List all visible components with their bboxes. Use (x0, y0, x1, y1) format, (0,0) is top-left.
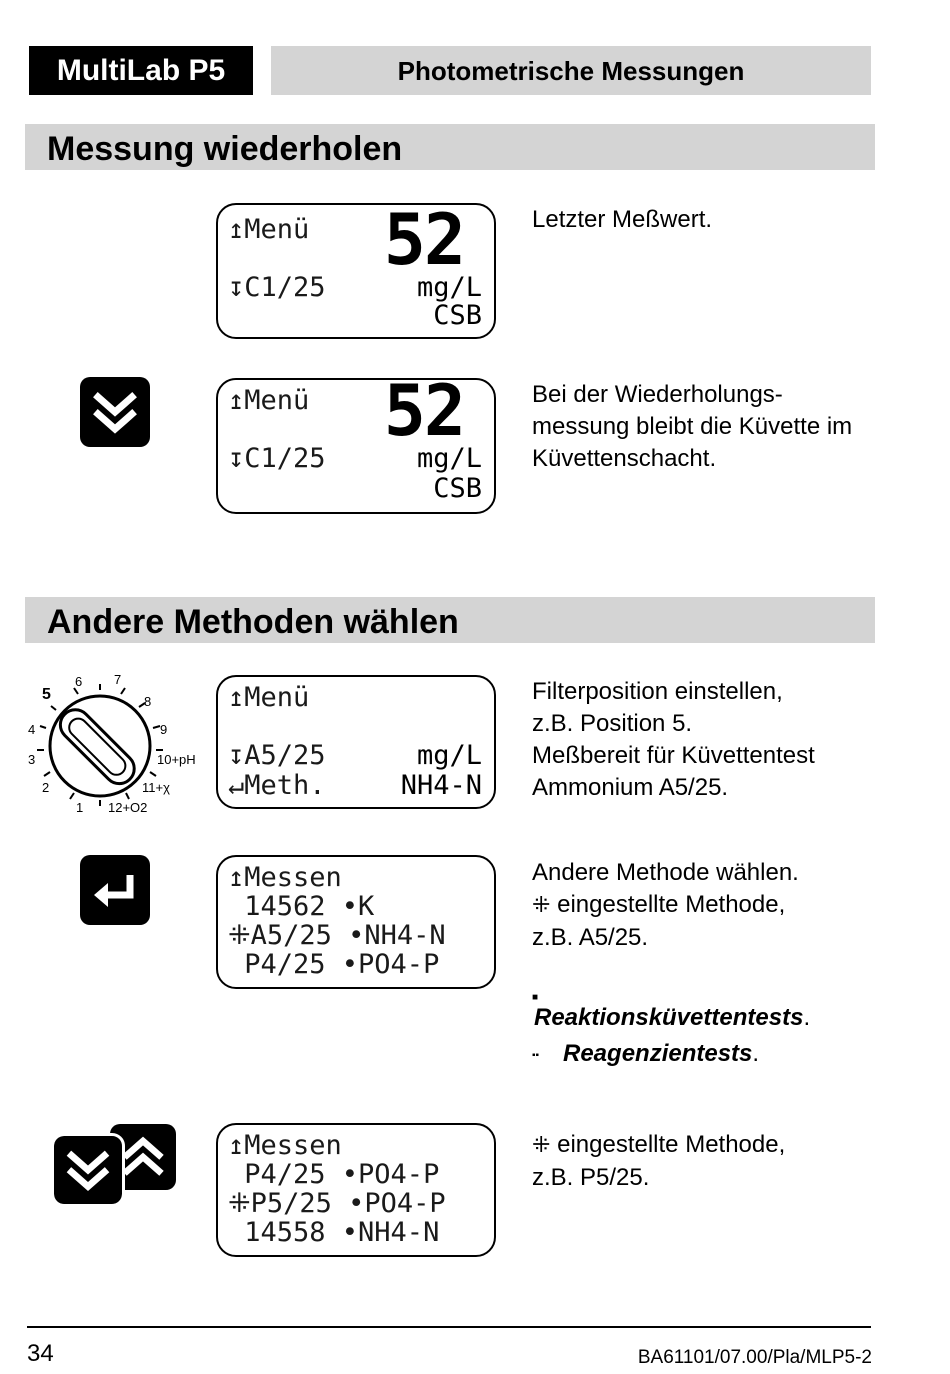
description-line (532, 1129, 872, 1162)
description-line: Ammonium A5/25. (532, 774, 729, 801)
lcd-param: NH4-N (400, 770, 482, 801)
lcd-param: CSB (433, 300, 482, 331)
dial-label: 3 (28, 752, 36, 767)
description-filter (532, 676, 872, 804)
lcd-line: P4/25 •PO4-P (228, 949, 440, 980)
dial-label: 9 (160, 722, 168, 737)
dial-label: 6 (75, 674, 83, 689)
lcd-display-method-scroll (216, 1123, 496, 1257)
selected-marker-icon: ⁜ (532, 893, 551, 918)
lcd-display-repeat (216, 370, 496, 514)
lcd-line: ↵Meth. (228, 770, 326, 801)
description-method (532, 857, 872, 954)
lcd-line-selected: ⁜A5/25 •NH4-N (228, 920, 446, 951)
dial-label: 2 (42, 780, 50, 795)
lcd-line: ↧C1/25 (228, 272, 326, 303)
legend-reaction-tests: Reaktionsküvettentests. (534, 1004, 811, 1031)
section-title-other-methods: Andere Methoden wählen (25, 597, 875, 643)
description-line: Meßbereit für Küvettentest (532, 742, 815, 769)
lcd-line-selected: ⁜P5/25 •PO4-P (228, 1188, 446, 1219)
lcd-line: ↥Menü (228, 214, 310, 245)
double-chevron-down-icon (54, 1136, 122, 1204)
footer-divider (27, 1326, 871, 1328)
lcd-unit: mg/L (416, 272, 482, 303)
enter-arrow-icon (80, 855, 150, 925)
lcd-line: ↥Messen (228, 1130, 342, 1161)
lcd-line: ↧C1/25 (228, 443, 326, 474)
lcd-line: 14562 •K (228, 891, 375, 922)
document-code: BA61101/07.00/Pla/MLP5-2 (637, 1347, 872, 1368)
description-line: z.B. P5/25. (532, 1164, 650, 1191)
dial-label: 7 (114, 672, 122, 687)
lcd-display-last-value (216, 199, 496, 339)
description-text: Letzter Meßwert. (532, 206, 713, 233)
selected-marker-icon: ⁜ (532, 1133, 551, 1158)
description-text: Bei der Wiederholungs-messung bleibt die Küvette im Küvettenschacht. (532, 381, 853, 472)
description-line: Andere Methode wählen. (532, 859, 799, 886)
bullet-small-icon: ■ (532, 992, 539, 1003)
description-selected-method (532, 1129, 872, 1194)
description-text: eingestellte Methode, (557, 1131, 786, 1158)
section-title-repeat: Messung wiederholen (25, 124, 875, 170)
lcd-value: 52 (383, 199, 464, 281)
legend-reagent-tests: Reagenzientests. (563, 1040, 760, 1067)
lcd-unit: mg/L (416, 443, 482, 474)
dial-label: 12+O2 (108, 800, 148, 815)
lcd-line: ↥Messen (228, 862, 342, 893)
bullet-double-icon: ▪▪ (532, 1050, 540, 1061)
dial-label-selected: 5 (42, 686, 51, 703)
description-line: z.B. A5/25. (532, 924, 649, 951)
page-number: 34 (27, 1340, 54, 1367)
legend-text: Reaktionsküvettentests (534, 1004, 804, 1031)
double-chevron-down-icon (80, 377, 150, 447)
lcd-display-method-list (216, 855, 496, 989)
filter-dial[interactable] (22, 670, 212, 820)
dial-label: 8 (144, 694, 152, 709)
down-key-button[interactable] (80, 377, 150, 447)
lcd-param: CSB (433, 473, 482, 504)
dial-label: 11+χ (142, 780, 170, 795)
dial-label: 4 (28, 722, 36, 737)
lcd-line: 14558 •NH4-N (228, 1217, 440, 1248)
lcd-value: 52 (383, 370, 464, 452)
enter-key-button[interactable] (80, 855, 150, 925)
dial-label: 1 (76, 800, 84, 815)
chapter-title: Photometrische Messungen (271, 46, 871, 95)
lcd-display-filter (216, 675, 496, 809)
description-line (532, 889, 872, 922)
down-key-button[interactable] (54, 1136, 122, 1204)
description-text: eingestellte Methode, (557, 891, 786, 918)
description-line: z.B. Position 5. (532, 710, 693, 737)
description-line: Filterposition einstellen, (532, 678, 783, 705)
brand-label: MultiLab P5 (29, 46, 253, 95)
dial-label: 10+pH (157, 752, 196, 767)
lcd-unit: mg/L (416, 740, 482, 771)
lcd-line: ↥Menü (228, 682, 310, 713)
lcd-line: P4/25 •PO4-P (228, 1159, 440, 1190)
legend-text: Reagenzientests (563, 1040, 753, 1067)
lcd-line: ↥Menü (228, 385, 310, 416)
lcd-line: ↧A5/25 (228, 740, 326, 771)
